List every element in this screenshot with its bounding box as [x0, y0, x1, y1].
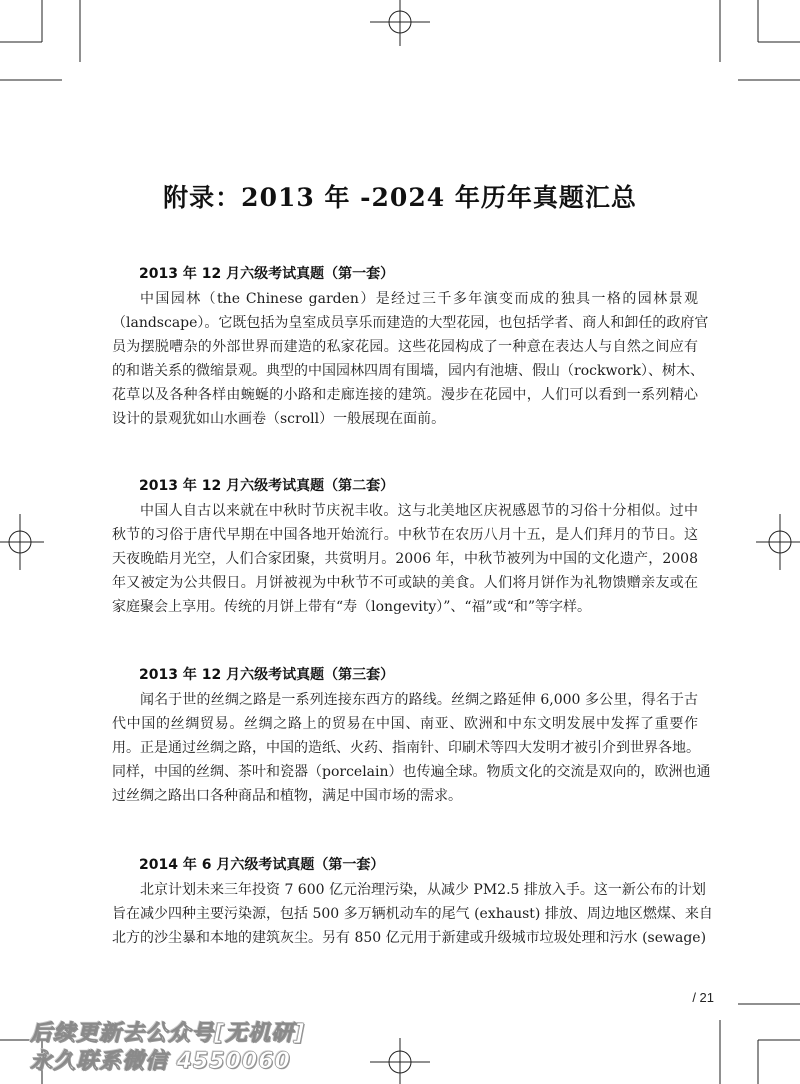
section-heading: 2013 年 12 月六级考试真题（第一套） [139, 266, 395, 282]
page-number: / 21 [692, 990, 714, 1005]
paragraph-line: 员为摆脱嘈杂的外部世界而建造的私家花园。这些花园构成了一种意在表达人与自然之间应有 [112, 339, 698, 355]
paragraph-line: 的和谐关系的微缩景观。典型的中国园林四周有围墙，园内有池塘、假山（rockwork）、树木、 [112, 363, 705, 379]
paragraph-line: 天夜晚皓月光空，人们合家团聚，共赏明月。2006 年，中秋节被列为中国的文化遗产，2008 [112, 551, 698, 567]
paragraph-line: 设计的景观犹如山水画卷（scroll）一般展现在面前。 [112, 411, 446, 427]
paragraph-line: 年又被定为公共假日。月饼被视为中秋节不可或缺的美食。人们将月饼作为礼物馈赠亲友或在 [112, 575, 698, 591]
section-heading: 2014 年 6 月六级考试真题（第一套） [139, 857, 385, 873]
paragraph-line: 北京计划未来三年投资 7 600 亿元治理污染，从减少 PM2.5 排放入手。这一新公布的计划 [140, 882, 706, 898]
paragraph-line: 旨在减少四种主要污染源，包括 500 多万辆机动车的尾气 (exhaust) 排放、周边地区燃煤、来自 [112, 906, 713, 922]
section-2013-12-set3 [112, 663, 711, 808]
watermark-line-2: 永久联系微信 4550060 [30, 1049, 291, 1074]
paragraph-line: 秋节的习俗于唐代早期在中国各地开始流行。中秋节在农历八月十五，是人们拜月的节日。这 [112, 527, 698, 543]
page-title: 附录：2013 年 -2024 年历年真题汇总 [163, 183, 637, 212]
section-heading: 2013 年 12 月六级考试真题（第二套） [139, 478, 395, 494]
paragraph-line: 中国人自古以来就在中秋时节庆祝丰收。这与北美地区庆祝感恩节的习俗十分相似。过中 [140, 503, 698, 519]
paragraph-line: 花草以及各种各样由蜿蜒的小路和走廊连接的建筑。漫步在花园中，人们可以看到一系列精心 [112, 387, 698, 403]
section-heading: 2013 年 12 月六级考试真题（第三套） [139, 667, 395, 683]
watermark-line-1: 后续更新去公众号[无机研] [30, 1021, 306, 1046]
paragraph-line: 家庭聚会上享用。传统的月饼上带有“寿（longevity）”、“福”或“和”等字样。 [112, 599, 592, 615]
paragraph-line: 北方的沙尘暴和本地的建筑灰尘。另有 850 亿元用于新建或升级城市垃圾处理和污水 (sewage) [112, 930, 707, 946]
paragraph-line: 用。正是通过丝绸之路，中国的造纸、火药、指南针、印刷术等四大发明才被引介到世界各地。 [112, 740, 700, 756]
paragraph-line: 闻名于世的丝绸之路是一系列连接东西方的路线。丝绸之路延伸 6,000 多公里，得名于古 [140, 692, 698, 708]
paragraph-line: 过丝绸之路出口各种商品和植物，满足中国市场的需求。 [112, 788, 462, 804]
paragraph-line: 代中国的丝绸贸易。丝绸之路上的贸易在中国、南亚、欧洲和中东文明发展中发挥了重要作 [112, 716, 698, 732]
section-2013-12-set2 [112, 474, 698, 619]
paragraph-line: 中国园林（the Chinese garden）是经过三千多年演变而成的独具一格的园林景观 [140, 291, 698, 307]
paragraph-line: （landscape）。它既包括为皇室成员享乐而建造的大型花园，也包括学者、商人和卸任的政府官 [112, 315, 709, 331]
section-2013-12-set1 [112, 262, 709, 431]
section-2014-06-set1 [112, 853, 713, 950]
paragraph-line: 同样，中国的丝绸、茶叶和瓷器（porcelain）也传遍全球。物质文化的交流是双向的，欧洲也通 [112, 764, 711, 780]
